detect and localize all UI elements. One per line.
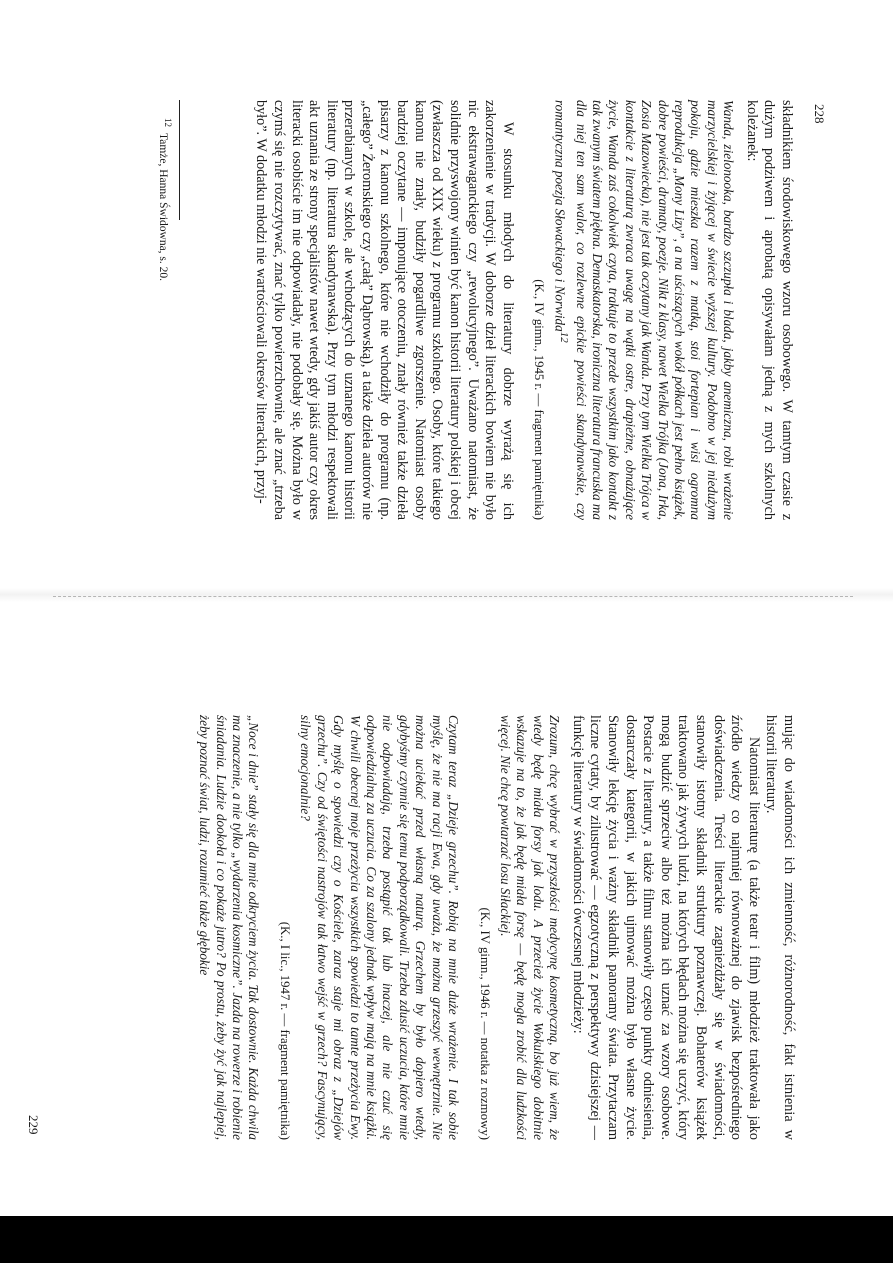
right-quote-source-2: (K., I lic., 1947 r. — fragment pamiętnika)	[278, 921, 292, 1140]
right-page	[0, 600, 893, 1220]
right-quote-source-1: (K., IV gimn., 1946 r. — notatka z rozmowy)	[477, 907, 492, 1140]
left-intro-paragraph: składnikiem środowiskowego wzoru osobowego. W tamtym czasie z dużym podziwem i aprobatą opisywałam jedną z mych szkolnych koleżanek:	[743, 100, 795, 520]
right-text-column	[196, 715, 797, 1140]
left-paragraph-tradition: W stosunku młodych do literatury dobrze wyrażą się ich zakorzenienie w tradycji. W doborze dzieł literackich bowiem nie było nic ekstrawaganckiego czy „rewolucyjnego”. Uważano natomiast, że solidnie przyswojony winien być kanon historii literatury polskiej i obcej (zwłaszcza od XIX wieku) z programu szkolnego. Osoby, które takiego kanonu nie znały, budziły pogardliwe zgorszenie. Natomiast osoby bardziej oczytane — imponujące otoczeniu, znały również także dzieła pisarzy z kanonu szkolnego, które nie wchodziły do programu (np. „całego” Żeromskiego czy „całą” Dąbrowską), a także dzieła autorów nie przerabianych w szkole, ale wchodzących do uznanego kanonu historii literatury (np. literatura skandynawska). Przy tym młodzi respektowali akt uznania ze strony specjalistów nawet wtedy, gdy jakiś autor czy okres literacki osobiście im nie odpowiadały, nie podobały się. Można było w czymś się nie rozczytywać, znać tylko powierzchownie, ale znać „trzeba było”. W dodatku młodzi nie wartościowali okresów literackich, przyj-	[253, 100, 516, 520]
right-paragraph-continuation: mując do wiadomości ich zmienność, różnorodność, fakt istnienia w historii literatury.	[763, 715, 797, 1140]
right-paragraph-literature: Natomiast literaturę (a także teatr i film) młodzież traktowała jako źródło wiedzy co najmniej równoważnej do zjawisk bezpośredniego doświadczenia. Treści literackie zagnieżdżały się w świadomości, stanowiły istotny składnik struktury poznawczej. Bohaterów książek traktowano jak żywych ludzi, na których błędach można się uczyć, który mogą budzić sprzeciw albo też można ich uznać za wzory osobowe. Postacie z literatury, a także filmu stanowiły często punkty odniesienia, dostarczały kategorii, w jakich ujmować można było własne życie. Stanowiły lekcję życia i ważny składnik panoramy świata. Przytaczam liczne cytaty, by zilustrować — egzotyczną z perspektywy dzisiejszej — funkcję literatury w świadomości ówczesnej młodzieży:	[569, 715, 762, 1140]
footnote	[157, 118, 173, 281]
left-quote-wanda-text: Wanda, zielonooka, bardzo szczupła i blada, jakby anemiczna, robi wrażenie marzycielskiej i żyjącej w świecie wyższej kultury. Podobno w jej niedużym pokoju, gdzie mieszka razem z matką, stoi fortepian i wisi ogromna reprodukcja „Mony Lizy”, a na uściszących wokół półkach jest pełno książek, dobre powieści, dramaty, poezje. Nikt z klasy, nawet Wielka Trójka (Jona, Irka, Zosia Mazowiecka), nie jest tak oczytany jak Wanda. Przy tym Wielka Trójca w kontakcie z literaturą zwraca uwagę na wątki ostre, drapieżne, obnażające życie, Wanda zaś cokolwiek czyta, traktuje to przede wszystkim jako kontakt z tak zwanym światem piękna. Demaskatorska, ironiczna literatura francuska ma dla niej ten sam walor, co rozlewne epickie powieści skandynawskie, czy romantyczna poezja Słowackiego i Norwida	[552, 100, 737, 521]
footnote-rule	[179, 100, 180, 220]
page-number-left: 228	[812, 104, 827, 124]
left-quote-wanda	[551, 100, 736, 520]
right-quote-sin: Czytam teraz „Dzieje grzechu”. Robią na mnie duże wrażenie. I tak sobie myślę, że nie ma racji Ewa, gdy uważa, że można grzeszyć wewnętrznie. Nie można uciekać przed własną naturą. Grzechem by było dopiero wtedy, gdybyśmy czynnie się temu podporządkowali. Trzeba zdusić uczucia, które mnie nie odpowiadają, trzeba postąpić tak lub inaczej, ale nie czuć się odpowiedzialną za uczucia. Co za szalony jednak wpływ mają na mnie książki. W chwili obecnej moje przeżycia wszystkich spowiedzi to tamte przeżycia Ewy. Gdy myślę o spowiedzi czy o Kościele, zaraz staje mi obraz z „Dziejów grzechu”. Czy od świętości nastrojów tak łatwo wejść w grzech? Fascynujący, silny emocjonalnie?	[298, 715, 462, 1140]
book-spine-line	[53, 596, 853, 597]
right-quote-medicine: Zrozum, chcę wybrać w przyszłości medycynę kosmetyczną, bo już wiem, że wtedy będę miała forsy jak lodu. A przecież życie Wokulskiego dobitnie wskazuje na to, że jak będę miała forsę — będę mogła zrobić dla ludzkości więcej. Nie chcę powtarzać losu Siłackiej.	[498, 715, 563, 1140]
page-number-right: 229	[26, 1115, 41, 1135]
footnote-number: 12	[163, 118, 173, 127]
footnote-ref: 12	[558, 331, 571, 343]
left-text-column	[252, 100, 795, 520]
left-page	[0, 0, 893, 600]
scan-black-border	[0, 1216, 893, 1263]
left-quote-source: (K., IV gimn., 1945 r. — fragment pamiętnika)	[532, 279, 547, 520]
right-quote-nights-and-days: „Noce i dnie” stały się dla mnie odkryciem życia. Tak dostownie. Każda chwila ma znaczenie, a nie tylko „wydarzenia kosmiczne”. Jazda na rowerze i robienie śniadania. Ludzie dookoła i co pokaże jutro? Po prostu, żeby żyć jak najlepiej, żeby poznać świat, ludzi, rozumieć także głębokie	[197, 715, 262, 1140]
footnote-text: Tamże, Hanna Świdowna, s. 20.	[157, 133, 170, 282]
